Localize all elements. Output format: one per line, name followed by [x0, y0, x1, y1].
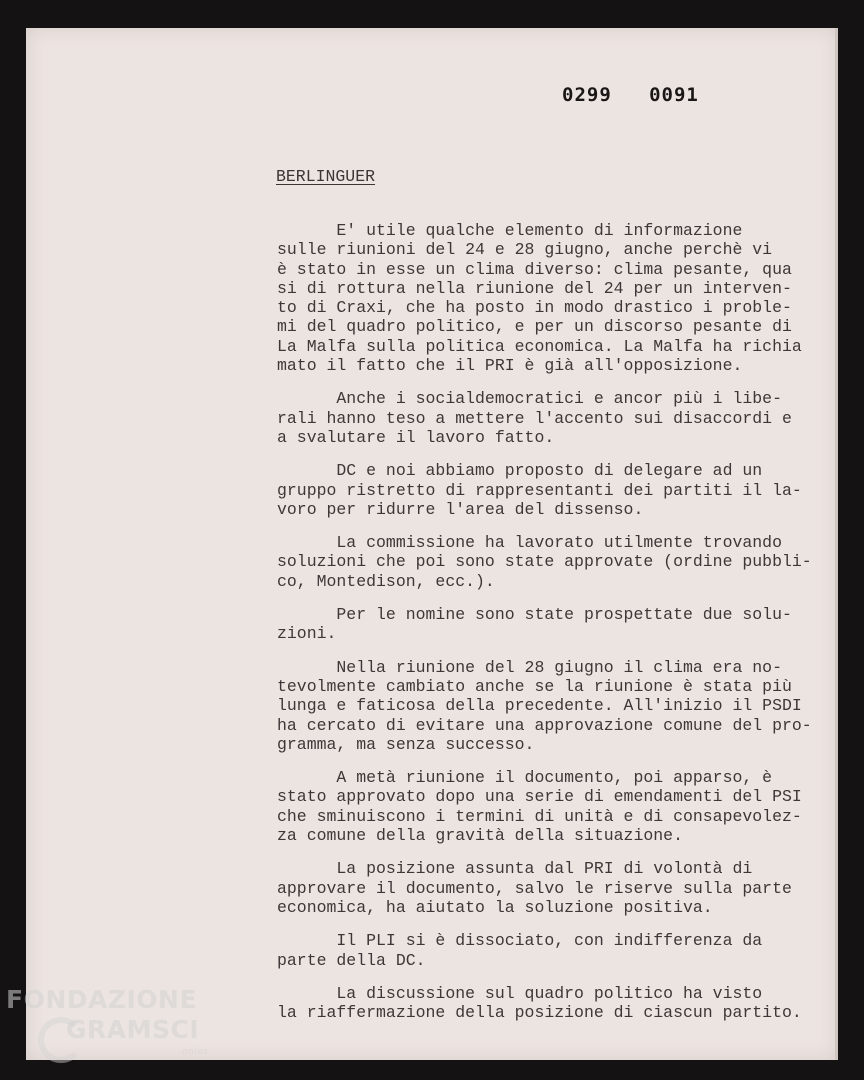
paragraph: E' utile qualche elemento di informazione sulle riunioni del 24 e 28 giugno, anche perchè vi è stato in esse un clima diverso: clima pesante, qua si di rottura nella riunione del 24 per un interven- to di Craxi, che ha posto in modo drastico i proble- mi del quadro politico, e per un discorso pesante di La Malfa sulla politica economica. La Malfa ha richia mato il fatto che il PRI è già all'opposizione. [277, 221, 802, 376]
document-heading: BERLINGUER [276, 167, 376, 186]
fondazione-gramsci-watermark [6, 985, 216, 1057]
watermark-sub: onlus [182, 1047, 209, 1057]
paragraph: Il PLI si è dissociato, con indifferenza da parte della DC. [277, 931, 763, 970]
watermark-line2-wrapper [6, 1015, 216, 1045]
paragraph: La commissione ha lavorato utilmente trovando soluzioni che poi sono state approvate (ordine pubbli- co, Montedison, ecc.). [277, 533, 812, 591]
archive-number: 0299 0091 [562, 84, 699, 106]
watermark-line2: GRAMSCI [66, 1015, 200, 1044]
watermark-line1: FONDAZIONE [6, 985, 198, 1014]
paragraph: Nella riunione del 28 giugno il clima era no- tevolmente cambiato anche se la riunione è stata più lunga e faticosa della precedente. All'inizio il PSDI ha cercato di evitare una approvazione comune del pro- gramma, ma senza successo. [277, 657, 812, 754]
paragraph: La posizione assunta dal PRI di volontà di approvare il documento, salvo le riserve sulla parte economica, ha aiutato la soluzione positiva. [277, 859, 792, 917]
paragraph: La discussione sul quadro politico ha visto la riaffermazione della posizione di ciascun partito. [277, 983, 802, 1023]
paragraph: Anche i socialdemocratici e ancor più i libe- rali hanno teso a mettere l'accento sui disaccordi e a svalutare il lavoro fatto. [277, 389, 792, 447]
paragraph: DC e noi abbiamo proposto di delegare ad un gruppo ristretto di rappresentanti dei partiti il la- voro per ridurre l'area del dissenso. [277, 461, 802, 519]
gramsci-g-logo-icon [38, 1017, 84, 1063]
paragraph: Per le nomine sono state prospettate due solu- zioni. [277, 605, 792, 644]
document-body [277, 221, 817, 1036]
paragraph: A metà riunione il documento, poi apparso, è stato approvato dopo una serie di emendamenti del PSI che sminuiscono i termini di unità e di consapevolez- za comune della gravità della situazione. [277, 768, 802, 846]
